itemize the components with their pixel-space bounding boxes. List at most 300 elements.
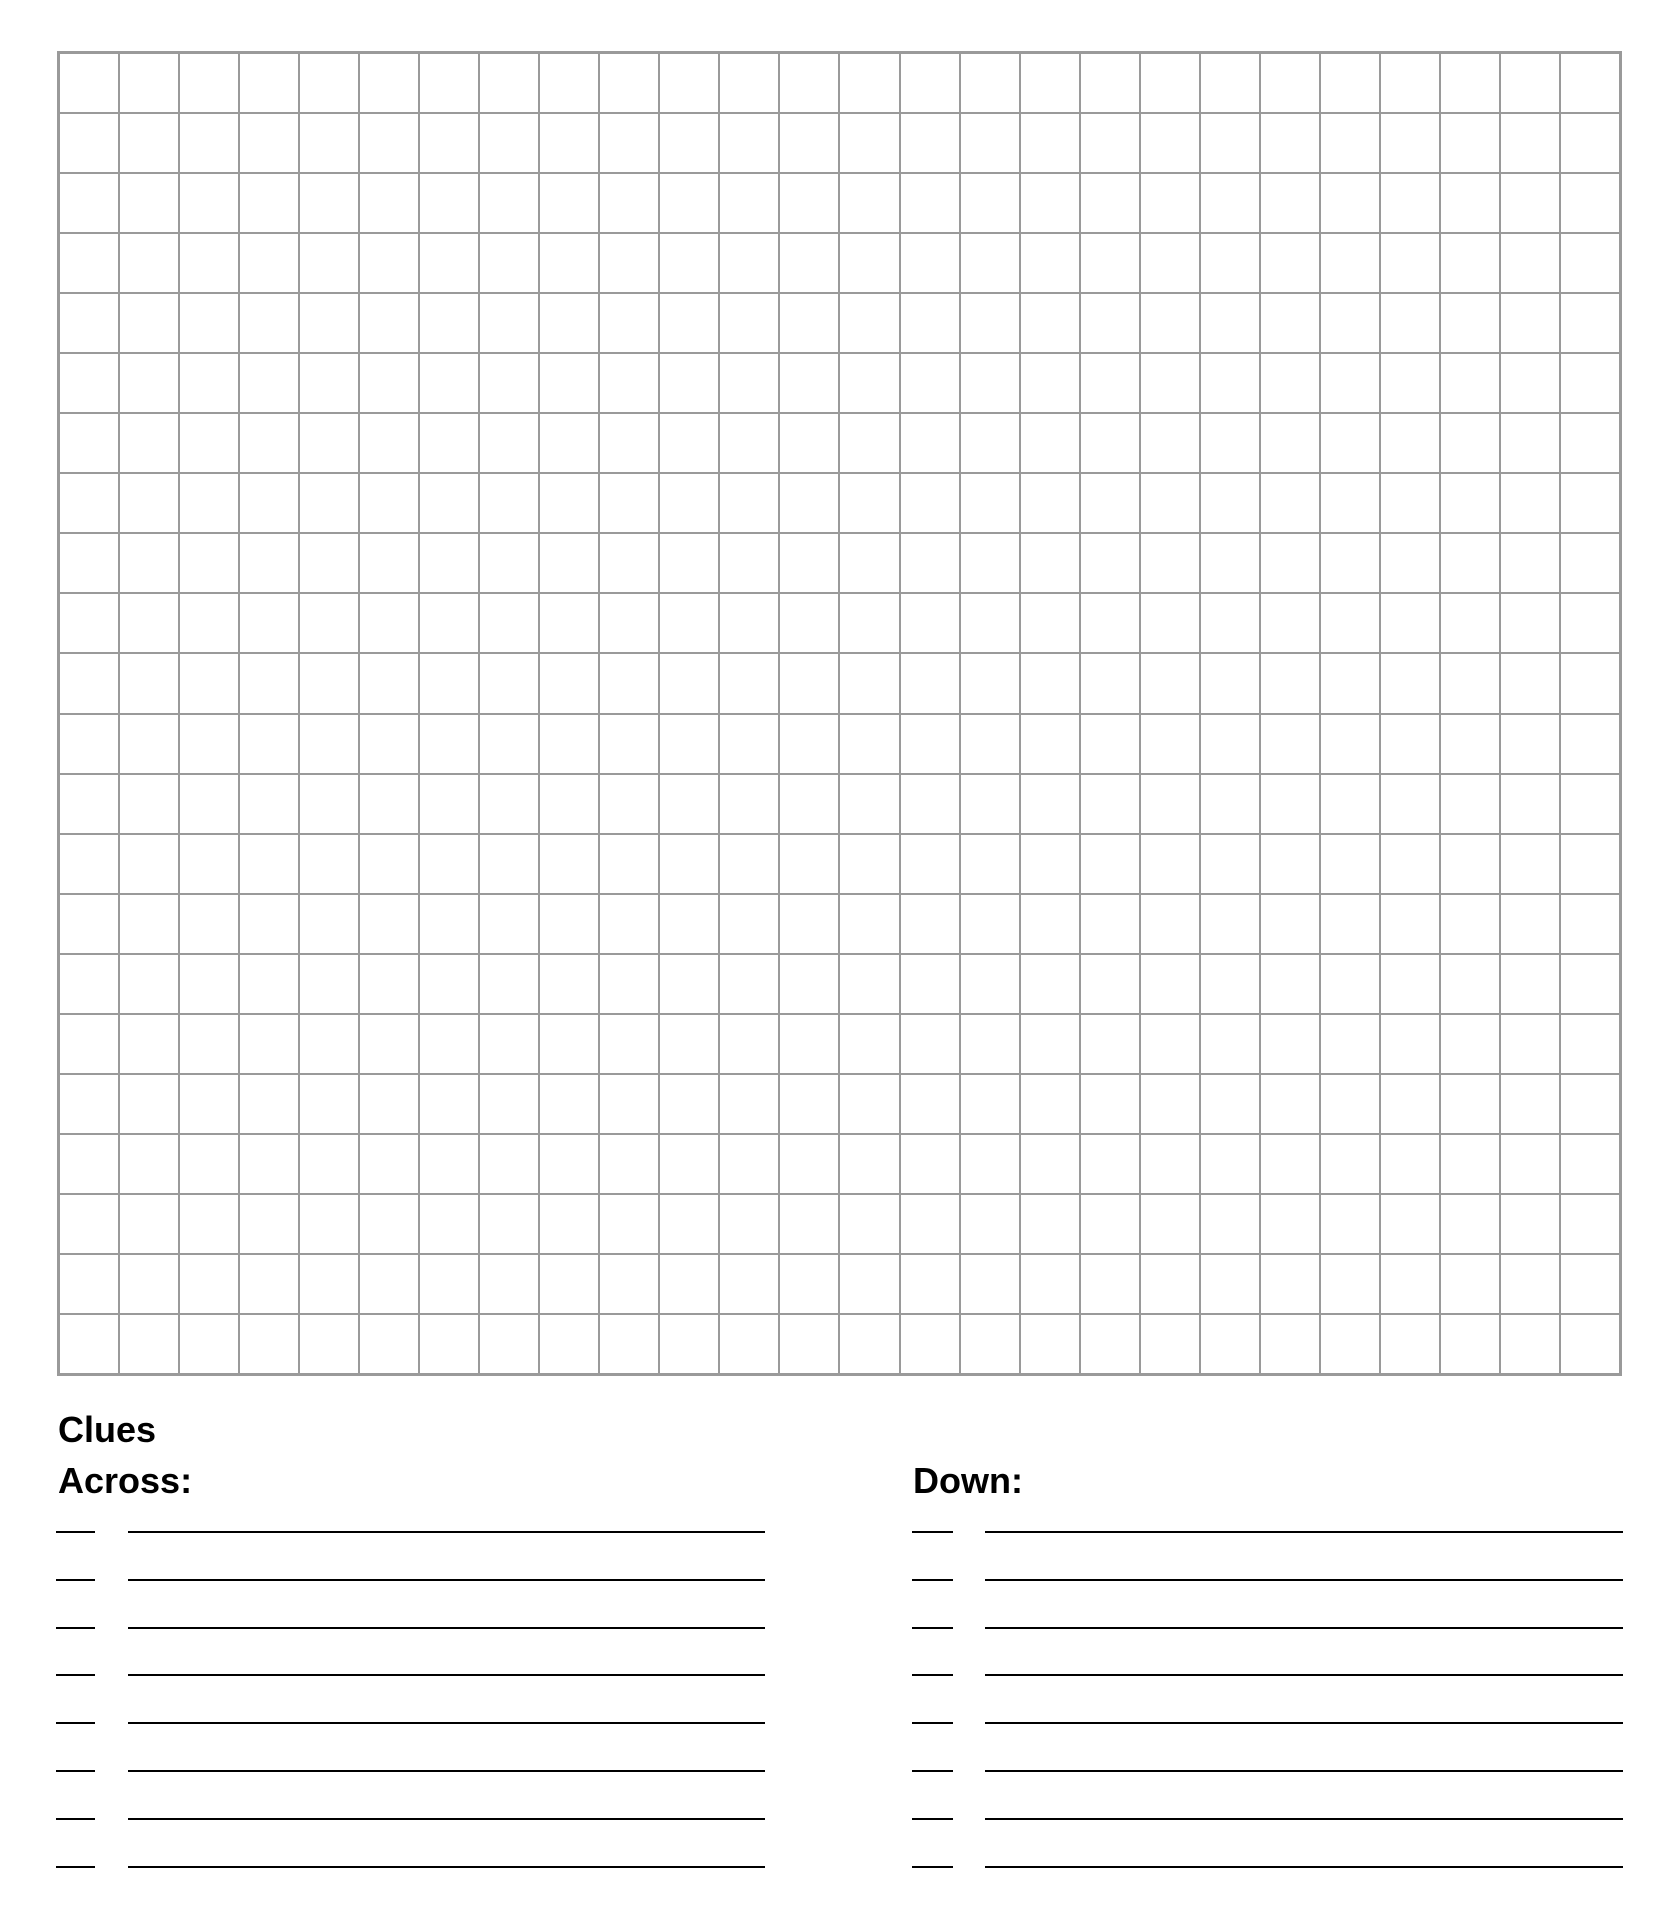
grid-cell — [839, 1254, 899, 1314]
grid-cell — [359, 653, 419, 713]
across-clues-list — [56, 1485, 765, 1868]
grid-cell — [119, 353, 179, 413]
clue-row — [912, 1533, 1623, 1581]
grid-cell — [479, 1134, 539, 1194]
grid-cell — [1080, 533, 1140, 593]
grid-cell — [1200, 834, 1260, 894]
grid-cell — [479, 1074, 539, 1134]
grid-cell — [1440, 1254, 1500, 1314]
grid-cell — [1380, 1314, 1440, 1374]
grid-cell — [1140, 413, 1200, 473]
grid-cell — [419, 233, 479, 293]
grid-cell — [1500, 53, 1560, 113]
grid-cell — [1020, 353, 1080, 413]
grid-cell — [659, 233, 719, 293]
grid-cell — [1020, 1134, 1080, 1194]
grid-cell — [479, 1314, 539, 1374]
grid-cell — [1020, 894, 1080, 954]
grid-cell — [779, 233, 839, 293]
grid-cell — [1440, 653, 1500, 713]
grid-cell — [900, 1194, 960, 1254]
grid-cell — [359, 353, 419, 413]
grid-cell — [900, 1014, 960, 1074]
grid-cell — [960, 113, 1020, 173]
grid-cell — [1020, 533, 1080, 593]
grid-cell — [419, 533, 479, 593]
grid-cell — [299, 473, 359, 533]
grid-cell — [1080, 173, 1140, 233]
grid-cell — [960, 1074, 1020, 1134]
grid-cell — [1560, 834, 1620, 894]
grid-cell — [1440, 1014, 1500, 1074]
clue-row — [56, 1724, 765, 1772]
grid-cell — [539, 593, 599, 653]
grid-cell — [479, 1194, 539, 1254]
grid-cell — [299, 533, 359, 593]
grid-cell — [179, 173, 239, 233]
grid-cell — [239, 413, 299, 473]
grid-cell — [839, 353, 899, 413]
grid-cell — [1380, 353, 1440, 413]
grid-cell — [1140, 834, 1200, 894]
grid-cell — [1500, 714, 1560, 774]
grid-cell — [539, 353, 599, 413]
grid-cell — [659, 1254, 719, 1314]
grid-cell — [359, 714, 419, 774]
grid-cell — [1020, 653, 1080, 713]
grid-cell — [839, 1074, 899, 1134]
grid-cell — [960, 1014, 1020, 1074]
grid-cell — [1320, 353, 1380, 413]
grid-cell — [1440, 173, 1500, 233]
grid-cell — [779, 53, 839, 113]
grid-cell — [419, 653, 479, 713]
grid-cell — [239, 113, 299, 173]
grid-cell — [179, 113, 239, 173]
grid-cell — [779, 1134, 839, 1194]
grid-cell — [119, 653, 179, 713]
grid-cell — [1560, 1194, 1620, 1254]
grid-cell — [1440, 413, 1500, 473]
grid-cell — [1200, 894, 1260, 954]
grid-cell — [59, 834, 119, 894]
grid-cell — [659, 1194, 719, 1254]
grid-cell — [719, 714, 779, 774]
grid-cell — [900, 53, 960, 113]
grid-cell — [179, 954, 239, 1014]
grid-cell — [1020, 293, 1080, 353]
grid-cell — [839, 293, 899, 353]
grid-cell — [539, 533, 599, 593]
grid-cell — [59, 1194, 119, 1254]
grid-cell — [59, 593, 119, 653]
grid-cell — [1560, 1254, 1620, 1314]
clue-row — [56, 1581, 765, 1629]
grid-cell — [179, 53, 239, 113]
grid-cell — [1140, 593, 1200, 653]
grid-cell — [900, 593, 960, 653]
grid-cell — [1200, 233, 1260, 293]
grid-cell — [659, 413, 719, 473]
grid-cell — [359, 533, 419, 593]
grid-cell — [960, 1134, 1020, 1194]
grid-cell — [299, 293, 359, 353]
grid-cell — [1200, 1014, 1260, 1074]
grid-cell — [419, 834, 479, 894]
grid-cell — [779, 173, 839, 233]
grid-cell — [179, 714, 239, 774]
grid-cell — [900, 714, 960, 774]
grid-cell — [960, 233, 1020, 293]
grid-cell — [779, 1074, 839, 1134]
grid-cell — [59, 233, 119, 293]
grid-cell — [239, 353, 299, 413]
grid-cell — [1020, 1314, 1080, 1374]
grid-cell — [1320, 1254, 1380, 1314]
grid-cell — [359, 1194, 419, 1254]
grid-cell — [1560, 113, 1620, 173]
grid-cell — [779, 894, 839, 954]
grid-cell — [1500, 1314, 1560, 1374]
clue-row — [56, 1485, 765, 1533]
grid-cell — [900, 533, 960, 593]
grid-cell — [359, 1254, 419, 1314]
grid-cell — [1140, 473, 1200, 533]
grid-cell — [1320, 53, 1380, 113]
grid-cell — [1380, 293, 1440, 353]
grid-cell — [900, 1074, 960, 1134]
grid-cell — [419, 1014, 479, 1074]
grid-cell — [119, 473, 179, 533]
grid-cell — [960, 954, 1020, 1014]
grid-cell — [839, 533, 899, 593]
grid-cell — [1080, 113, 1140, 173]
grid-cell — [359, 113, 419, 173]
grid-cell — [1260, 113, 1320, 173]
grid-cell — [479, 714, 539, 774]
grid-cell — [539, 954, 599, 1014]
grid-cell — [479, 593, 539, 653]
grid-cell — [1140, 1014, 1200, 1074]
grid-cell — [900, 1134, 960, 1194]
grid-cell — [59, 954, 119, 1014]
grid-cell — [1380, 1074, 1440, 1134]
grid-cell — [299, 954, 359, 1014]
grid-cell — [779, 593, 839, 653]
grid-cell — [839, 53, 899, 113]
grid-cell — [1440, 714, 1500, 774]
grid-cell — [1080, 774, 1140, 834]
grid-cell — [659, 533, 719, 593]
grid-cell — [1260, 1194, 1320, 1254]
grid-cell — [719, 293, 779, 353]
grid-cell — [719, 1254, 779, 1314]
grid-cell — [1320, 954, 1380, 1014]
grid-cell — [1080, 1314, 1140, 1374]
grid-cell — [479, 1254, 539, 1314]
grid-cell — [239, 1014, 299, 1074]
grid-cell — [299, 774, 359, 834]
grid-cell — [599, 653, 659, 713]
grid-cell — [179, 1254, 239, 1314]
grid-cell — [1380, 714, 1440, 774]
grid-cell — [239, 53, 299, 113]
grid-cell — [719, 1014, 779, 1074]
grid-cell — [719, 473, 779, 533]
grid-cell — [1260, 413, 1320, 473]
grid-cell — [299, 593, 359, 653]
grid-cell — [960, 53, 1020, 113]
grid-cell — [1500, 353, 1560, 413]
grid-cell — [1080, 53, 1140, 113]
grid-cell — [119, 834, 179, 894]
grid-cell — [479, 233, 539, 293]
grid-cell — [359, 894, 419, 954]
grid-cell — [719, 954, 779, 1014]
grid-cell — [1320, 473, 1380, 533]
grid-cell — [839, 233, 899, 293]
grid-cell — [299, 353, 359, 413]
grid-cell — [59, 53, 119, 113]
grid-cell — [1200, 293, 1260, 353]
grid-cell — [659, 894, 719, 954]
grid-cell — [779, 533, 839, 593]
grid-cell — [119, 293, 179, 353]
grid-cell — [1260, 233, 1320, 293]
grid-cell — [419, 1074, 479, 1134]
grid-cell — [479, 533, 539, 593]
grid-cell — [1200, 53, 1260, 113]
grid-cell — [59, 293, 119, 353]
grid-cell — [239, 233, 299, 293]
grid-cell — [1080, 714, 1140, 774]
grid-cell — [479, 293, 539, 353]
grid-cell — [1260, 653, 1320, 713]
grid-cell — [239, 1194, 299, 1254]
across-label: Across: — [58, 1460, 193, 1501]
grid-cell — [779, 113, 839, 173]
grid-cell — [1560, 774, 1620, 834]
grid-cell — [900, 293, 960, 353]
grid-cell — [659, 834, 719, 894]
grid-cell — [1260, 954, 1320, 1014]
grid-cell — [1320, 233, 1380, 293]
grid-cell — [659, 653, 719, 713]
grid-cell — [119, 1314, 179, 1374]
grid-cell — [1200, 774, 1260, 834]
grid-cell — [839, 473, 899, 533]
grid-cell — [359, 413, 419, 473]
grid-cell — [539, 894, 599, 954]
grid-cell — [299, 1134, 359, 1194]
grid-cell — [359, 834, 419, 894]
grid-cell — [719, 353, 779, 413]
grid-cell — [359, 173, 419, 233]
grid-cell — [779, 293, 839, 353]
grid-cell — [1440, 593, 1500, 653]
grid-cell — [960, 593, 1020, 653]
grid-cell — [1380, 1254, 1440, 1314]
clue-number-line — [912, 1866, 953, 1868]
grid-cell — [1380, 233, 1440, 293]
grid-cell — [59, 533, 119, 593]
grid-cell — [599, 1194, 659, 1254]
grid-cell — [960, 774, 1020, 834]
grid-cell — [1500, 473, 1560, 533]
grid-cell — [539, 1254, 599, 1314]
grid-cell — [1140, 1314, 1200, 1374]
grid-cell — [359, 1074, 419, 1134]
grid-cell — [659, 714, 719, 774]
grid-cell — [1020, 473, 1080, 533]
grid-cell — [1560, 954, 1620, 1014]
grid-cell — [900, 774, 960, 834]
grid-cell — [1140, 653, 1200, 713]
grid-cell — [1500, 653, 1560, 713]
grid-cell — [839, 593, 899, 653]
grid-cell — [1440, 834, 1500, 894]
grid-cell — [1500, 1134, 1560, 1194]
grid-cell — [719, 593, 779, 653]
grid-cell — [1200, 173, 1260, 233]
grid-cell — [239, 293, 299, 353]
grid-cell — [1080, 293, 1140, 353]
clue-row — [912, 1629, 1623, 1677]
grid-cell — [960, 1314, 1020, 1374]
grid-cell — [599, 1254, 659, 1314]
grid-cell — [659, 1314, 719, 1374]
grid-cell — [239, 774, 299, 834]
grid-cell — [1560, 293, 1620, 353]
grid-cell — [839, 774, 899, 834]
grid-cell — [1320, 173, 1380, 233]
grid-cell — [960, 173, 1020, 233]
grid-cell — [239, 653, 299, 713]
grid-cell — [719, 413, 779, 473]
grid-cell — [119, 593, 179, 653]
grid-cell — [719, 1314, 779, 1374]
grid-cell — [479, 53, 539, 113]
grid-cell — [239, 533, 299, 593]
grid-cell — [599, 1134, 659, 1194]
grid-cell — [1500, 834, 1560, 894]
grid-cell — [1500, 1254, 1560, 1314]
clue-row — [56, 1820, 765, 1868]
grid-cell — [1320, 1074, 1380, 1134]
grid-cell — [239, 473, 299, 533]
grid-cell — [1560, 533, 1620, 593]
grid-cell — [1440, 1314, 1500, 1374]
grid-cell — [539, 653, 599, 713]
grid-cell — [419, 714, 479, 774]
grid-cell — [59, 173, 119, 233]
grid-cell — [479, 774, 539, 834]
grid-cell — [599, 173, 659, 233]
grid-cell — [1260, 53, 1320, 113]
grid-cell — [1560, 1014, 1620, 1074]
grid-cell — [900, 473, 960, 533]
grid-cell — [659, 1014, 719, 1074]
grid-cell — [1200, 1074, 1260, 1134]
grid-cell — [779, 1314, 839, 1374]
grid-cell — [179, 293, 239, 353]
grid-cell — [1260, 173, 1320, 233]
grid-cell — [779, 1194, 839, 1254]
grid-cell — [1080, 653, 1140, 713]
clue-number-line — [56, 1866, 95, 1868]
grid-cell — [539, 173, 599, 233]
grid-cell — [479, 834, 539, 894]
clue-row — [912, 1772, 1623, 1820]
grid-cell — [119, 113, 179, 173]
grid-cell — [719, 834, 779, 894]
grid-cell — [1440, 473, 1500, 533]
grid-cell — [479, 1014, 539, 1074]
clue-row — [56, 1533, 765, 1581]
grid-cell — [599, 1014, 659, 1074]
grid-cell — [179, 834, 239, 894]
grid-cell — [1140, 894, 1200, 954]
grid-cell — [659, 353, 719, 413]
grid-cell — [119, 533, 179, 593]
grid-cell — [960, 1194, 1020, 1254]
grid-cell — [1560, 653, 1620, 713]
grid-cell — [239, 1074, 299, 1134]
grid-cell — [299, 714, 359, 774]
grid-cell — [1260, 473, 1320, 533]
grid-cell — [719, 894, 779, 954]
grid-cell — [359, 1134, 419, 1194]
grid-cell — [419, 774, 479, 834]
grid-cell — [719, 1134, 779, 1194]
grid-cell — [1560, 53, 1620, 113]
grid-cell — [1440, 954, 1500, 1014]
grid-cell — [599, 1314, 659, 1374]
grid-cell — [179, 1074, 239, 1134]
clue-text-line — [128, 1866, 765, 1868]
grid-cell — [1500, 593, 1560, 653]
grid-cell — [419, 1194, 479, 1254]
grid-cell — [1560, 1314, 1620, 1374]
grid-cell — [599, 353, 659, 413]
grid-cell — [1320, 774, 1380, 834]
grid-cell — [59, 774, 119, 834]
grid-cell — [239, 1254, 299, 1314]
grid-cell — [1380, 173, 1440, 233]
grid-cell — [59, 1314, 119, 1374]
grid-cell — [1080, 413, 1140, 473]
grid-cell — [1200, 413, 1260, 473]
grid-cell — [1380, 653, 1440, 713]
clue-row — [912, 1581, 1623, 1629]
grid-cell — [719, 173, 779, 233]
grid-cell — [1260, 1074, 1320, 1134]
grid-cell — [960, 473, 1020, 533]
grid-cell — [659, 593, 719, 653]
grid-cell — [1500, 293, 1560, 353]
grid-cell — [659, 1074, 719, 1134]
clue-row — [56, 1676, 765, 1724]
grid-cell — [599, 113, 659, 173]
grid-cell — [1500, 533, 1560, 593]
grid-cell — [1560, 714, 1620, 774]
grid-cell — [539, 473, 599, 533]
grid-cell — [359, 954, 419, 1014]
grid-cell — [659, 113, 719, 173]
grid-cell — [1200, 714, 1260, 774]
grid-cell — [1140, 1074, 1200, 1134]
grid-cell — [1080, 233, 1140, 293]
